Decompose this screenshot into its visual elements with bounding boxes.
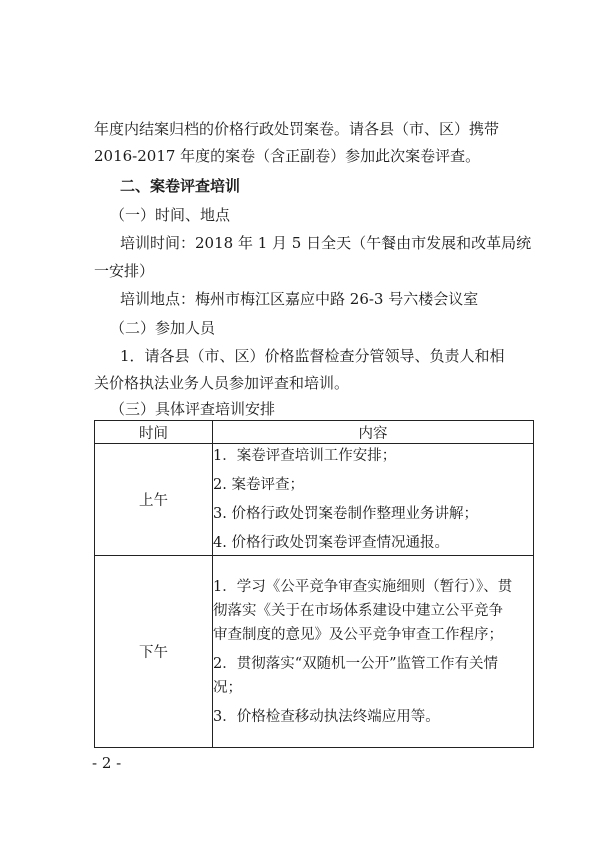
table-header-row [95,421,534,444]
participants-line-2: 关价格执法业务人员参加评查和培训。 [94,374,350,392]
time-afternoon: 下午 [95,556,213,748]
time-morning: 上午 [95,444,213,556]
list-item: 3. 价格行政处罚案卷制作整理业务讲解； [213,506,478,522]
list-item: 3．价格检查移动执法终端应用等。 [213,708,440,725]
subheading-schedule: （三）具体评查培训安排 [110,400,276,418]
participants-line-1: 1．请各县（市、区）价格监督检查分管领导、负责人和相 [120,347,505,365]
section-heading-training: 二、案卷评查培训 [120,177,241,195]
header-content: 内容 [213,421,534,444]
page-number: - 2 - [92,754,122,772]
content-morning [213,444,534,556]
training-time-line-2: 一安排） [94,262,155,280]
list-item: 4. 价格行政处罚案卷评查情况通报。 [213,535,449,551]
subheading-time-place: （一）时间、地点 [110,206,231,224]
subheading-participants: （二）参加人员 [110,319,216,337]
list-item: 1．学习《公平竞争审查实施细则（暂行）》、贯彻落实《关于在市场体系建设中建立公平竞争审查制度的意见》及公平竞争审查工作程序； [213,578,513,643]
table-row-morning [95,444,534,556]
paragraph-line-2: 2016-2017 年度的案卷（含正副卷）参加此次案卷评查。 [94,147,481,165]
list-item: 1．案卷评查培训工作安排； [213,448,397,464]
paragraph-line-1: 年度内结案归档的价格行政处罚案卷。请各县（市、区）携带 [94,120,500,138]
training-time-line-1: 培训时间：2018 年 1 月 5 日全天（午餐由市发展和改革局统 [120,234,532,252]
table-row-afternoon [95,556,534,748]
schedule-table [94,420,534,748]
content-afternoon [213,556,534,748]
list-item: 2. 案卷评查； [213,477,304,493]
list-item: 2．贯彻落实“双随机一公开”监管工作有关情况； [213,655,499,696]
training-location: 培训地点：梅州市梅江区嘉应中路 26-3 号六楼会议室 [120,290,479,308]
header-time: 时间 [95,421,213,444]
